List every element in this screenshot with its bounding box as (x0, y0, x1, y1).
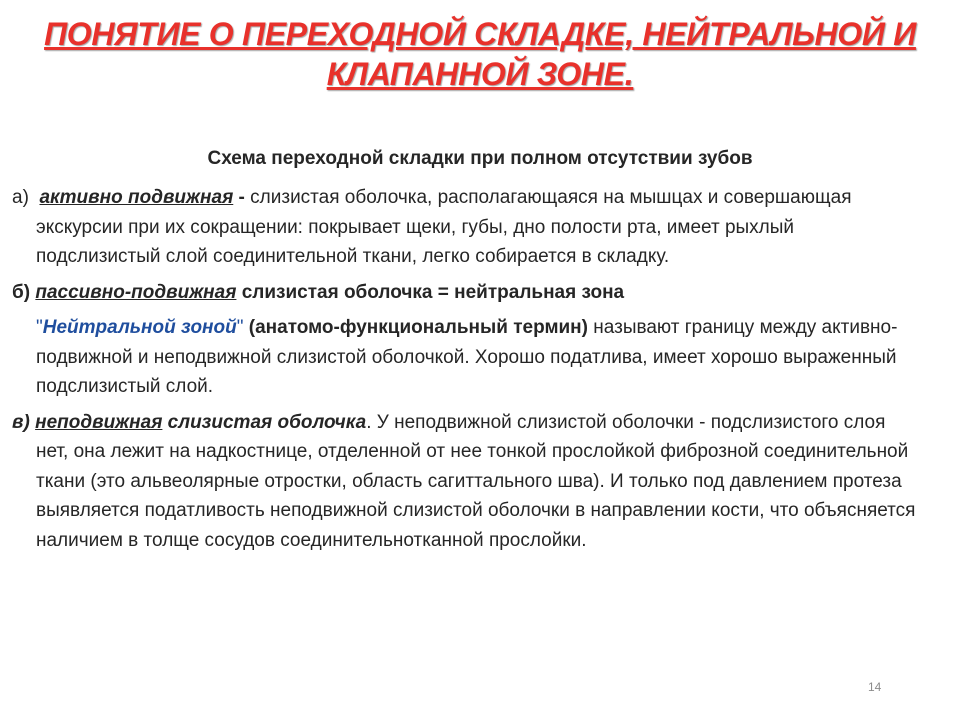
quote-open: " (36, 317, 43, 338)
paragraph-c-text: . У неподвижной слизистой оболочки - подслизистого слоя нет, она лежит на надкостнице, отделенной от нее тонкой прослойкой фиброзной соединительной ткани (это альвеолярные отростки, область сагиттального шва). И только под давлением протеза выявляется податливость неподвижной слизистой оболочки в направлении кости, что объясняется наличием в толще сосудов соединительнотканной прослойки. (36, 411, 916, 551)
paragraph-c-marker: в) (12, 411, 30, 433)
paragraph-a-term: активно подвижная (39, 187, 234, 208)
paragraph-a-dash: - (233, 187, 251, 208)
slide-body (12, 183, 922, 561)
paragraph-c-rest: слизистая оболочка (162, 411, 367, 433)
paragraph-b-detail (12, 313, 922, 402)
paragraph-b-detail-text: называют границу между активно-подвижной и неподвижной слизистой оболочкой. Хорошо податлива, имеет хорошо выраженный подслизистый слой. (36, 317, 898, 397)
paragraph-c-term: неподвижная (35, 411, 163, 433)
title-line-2: КЛАПАННОЙ ЗОНЕ. (326, 56, 634, 92)
title-line-1: ПОНЯТИЕ О ПЕРЕХОДНОЙ СКЛАДКЕ, НЕЙТРАЛЬНОЙ И (44, 16, 916, 52)
slide-title (40, 14, 920, 94)
paragraph-b-term: пассивно-подвижная (35, 281, 237, 303)
paragraph-b-marker: б) (12, 281, 31, 303)
paragraph-a (12, 183, 922, 272)
paragraph-a-text: слизистая оболочка, располагающаяся на мышцах и совершающая экскурсии при их сокращении: покрывает щеки, губы, дно полости рта, имеет рыхлый подслизистый слой соединительной ткани, легко собирается в складку. (36, 187, 852, 267)
term-qualifier: (анатомо-функциональный термин) (243, 317, 588, 338)
paragraph-b-rest: слизистая оболочка = нейтральная зона (236, 281, 625, 303)
paragraph-b (12, 278, 922, 308)
page-number: 14 (868, 680, 882, 694)
paragraph-a-marker: а) (12, 187, 29, 208)
neutral-zone-term: Нейтральной зоной (42, 317, 237, 338)
paragraph-c (12, 408, 922, 556)
quote-close: " (236, 317, 244, 338)
slide-subtitle: Схема переходной складки при полном отсутствии зубов (207, 148, 753, 169)
